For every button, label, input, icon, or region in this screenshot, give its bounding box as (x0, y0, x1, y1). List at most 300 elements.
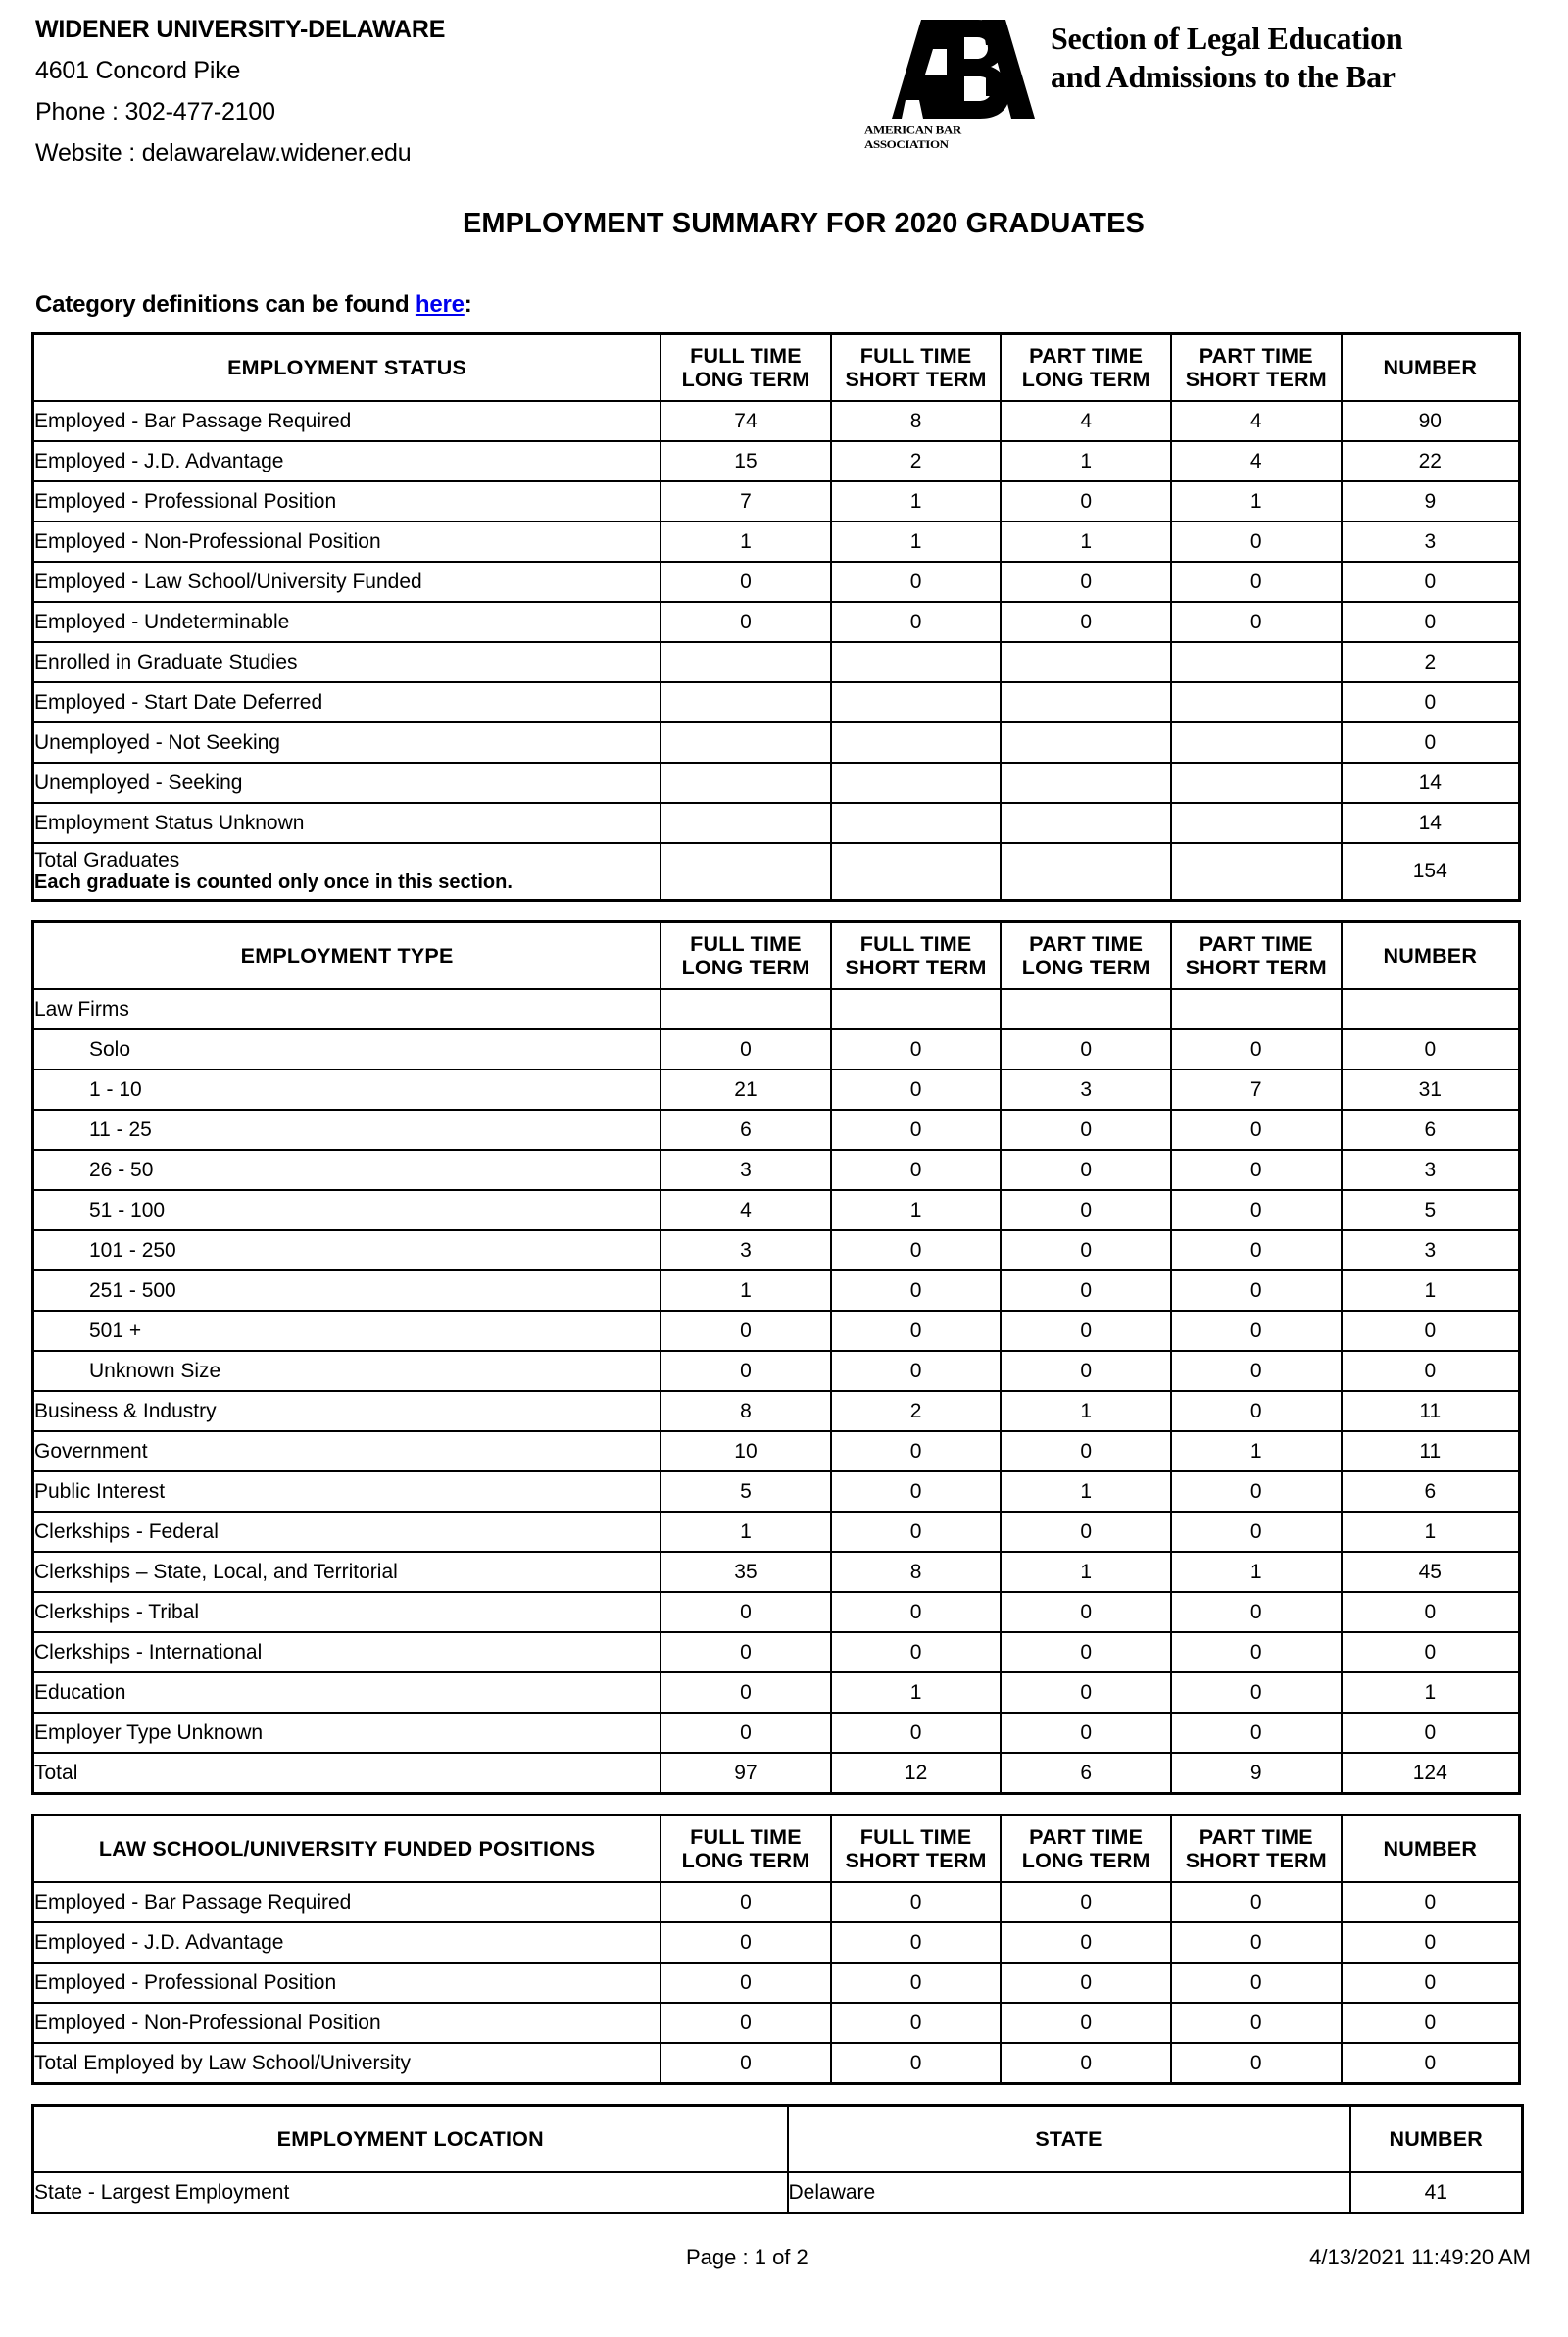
cell-ft-long-term: 0 (661, 1672, 831, 1713)
cell-pt-long-term: 0 (1001, 481, 1171, 522)
cell-pt-long-term (1001, 763, 1171, 803)
cell-ft-short-term (831, 803, 1002, 843)
table-row (33, 1190, 1520, 1230)
cell-ft-long-term: 4 (661, 1190, 831, 1230)
cell-ft-long-term (661, 682, 831, 722)
cell-ft-long-term (661, 989, 831, 1029)
cell-pt-short-term: 0 (1171, 1592, 1342, 1632)
cell-pt-short-term: 0 (1171, 1963, 1342, 2003)
cell-ft-long-term (661, 843, 831, 901)
cell-ft-short-term: 0 (831, 2043, 1002, 2084)
cell-ft-long-term: 6 (661, 1110, 831, 1150)
col-header-ft-long-term (661, 922, 831, 990)
cell-ft-short-term (831, 682, 1002, 722)
cell-pt-long-term (1001, 642, 1171, 682)
cell-ft-long-term: 0 (661, 1882, 831, 1922)
page-title: EMPLOYMENT SUMMARY FOR 2020 GRADUATES (462, 208, 1146, 239)
row-label: State - Largest Employment (33, 2172, 788, 2213)
cell-ft-short-term: 1 (831, 1672, 1002, 1713)
row-label: Public Interest (33, 1471, 662, 1512)
cell-ft-long-term (661, 803, 831, 843)
cell-pt-short-term: 0 (1171, 1471, 1342, 1512)
cell-pt-short-term: 0 (1171, 1632, 1342, 1672)
col-header-pt-long-term (1001, 922, 1171, 990)
row-label: 26 - 50 (33, 1150, 662, 1190)
funded-positions-section (31, 1814, 1521, 2085)
cell-pt-short-term: 0 (1171, 1110, 1342, 1150)
cell-number: 90 (1342, 401, 1520, 441)
page-number: Page : 1 of 2 (686, 2245, 808, 2269)
cell-ft-long-term (661, 642, 831, 682)
col-header-ft-short-term (831, 922, 1002, 990)
aba-acronym-caption: AMERICAN BAR ASSOCIATION (864, 123, 961, 151)
cell-ft-short-term: 0 (831, 602, 1002, 642)
cell-ft-short-term: 8 (831, 1552, 1002, 1592)
cell-number: 6 (1342, 1110, 1520, 1150)
page-header (0, 0, 1568, 204)
cell-ft-long-term: 0 (661, 562, 831, 602)
cell-pt-short-term: 0 (1171, 1270, 1342, 1311)
row-label: 101 - 250 (33, 1230, 662, 1270)
cell-pt-short-term: 0 (1171, 2043, 1342, 2084)
table-row (33, 2003, 1520, 2043)
col-header-number: NUMBER (1350, 2106, 1523, 2173)
cell-pt-short-term: 0 (1171, 1351, 1342, 1391)
cell-pt-long-term: 1 (1001, 1471, 1171, 1512)
cell-pt-long-term: 0 (1001, 1230, 1171, 1270)
table-row (33, 803, 1520, 843)
row-label: Total Employed by Law School/University (33, 2043, 662, 2084)
cell-ft-short-term: 8 (831, 401, 1002, 441)
cell-pt-short-term: 1 (1171, 481, 1342, 522)
cell-ft-short-term: 0 (831, 1029, 1002, 1069)
cell-pt-short-term: 0 (1171, 602, 1342, 642)
cell-pt-long-term: 4 (1001, 401, 1171, 441)
cell-pt-long-term: 0 (1001, 1963, 1171, 2003)
school-info-block (35, 18, 741, 166)
cell-pt-short-term: 1 (1171, 1431, 1342, 1471)
cell-number: 0 (1342, 1882, 1520, 1922)
school-phone: Phone : 302-477-2100 (35, 98, 275, 125)
row-label: Employed - Professional Position (33, 481, 662, 522)
table-row (33, 1552, 1520, 1592)
col-header-line-1: FULL TIME (690, 343, 802, 368)
cell-ft-short-term: 2 (831, 441, 1002, 481)
cell-ft-long-term: 0 (661, 1351, 831, 1391)
cell-number: 2 (1342, 642, 1520, 682)
cell-pt-short-term: 0 (1171, 1922, 1342, 1963)
cell-pt-long-term: 0 (1001, 1110, 1171, 1150)
cell-ft-short-term (831, 989, 1002, 1029)
cell-ft-short-term: 0 (831, 1471, 1002, 1512)
cell-ft-short-term: 0 (831, 1069, 1002, 1110)
cell-ft-short-term: 0 (831, 1110, 1002, 1150)
employment-status-body (33, 401, 1520, 901)
cell-ft-short-term: 0 (831, 1713, 1002, 1753)
cell-pt-short-term (1171, 843, 1342, 901)
table-row (33, 1069, 1520, 1110)
row-label: 51 - 100 (33, 1190, 662, 1230)
col-header-pt-short-term (1171, 922, 1342, 990)
row-label: Unknown Size (33, 1351, 662, 1391)
cell-ft-short-term (831, 642, 1002, 682)
page-footer (0, 2245, 1568, 2294)
col-header-line-2: SHORT TERM (845, 956, 987, 979)
table-row (33, 1471, 1520, 1512)
cell-ft-long-term: 3 (661, 1150, 831, 1190)
cell-pt-short-term (1171, 682, 1342, 722)
table-row (33, 1632, 1520, 1672)
cell-number: 3 (1342, 1150, 1520, 1190)
aba-title-line-2: and Admissions to the Bar (1051, 59, 1396, 95)
cell-number: 3 (1342, 1230, 1520, 1270)
cell-ft-long-term: 1 (661, 1270, 831, 1311)
cell-ft-short-term (831, 843, 1002, 901)
employment-type-body (33, 989, 1520, 1794)
employment-status-table (31, 332, 1521, 902)
row-label: Employed - Bar Passage Required (33, 401, 662, 441)
cell-pt-short-term: 0 (1171, 1311, 1342, 1351)
cell-number: 0 (1342, 1922, 1520, 1963)
cell-pt-short-term: 4 (1171, 441, 1342, 481)
table-row (33, 522, 1520, 562)
row-label: Employed - J.D. Advantage (33, 1922, 662, 1963)
cell-pt-long-term: 0 (1001, 1190, 1171, 1230)
row-label: Employed - Undeterminable (33, 602, 662, 642)
table-header-row (33, 922, 1520, 990)
row-label: Solo (33, 1029, 662, 1069)
cell-ft-short-term: 0 (831, 1311, 1002, 1351)
cell-number: 6 (1342, 1471, 1520, 1512)
cell-pt-long-term: 0 (1001, 1882, 1171, 1922)
cell-ft-long-term: 8 (661, 1391, 831, 1431)
row-label: Clerkships - Federal (33, 1512, 662, 1552)
employment-type-section (31, 920, 1521, 1795)
table-row (33, 1963, 1520, 2003)
row-label: Employer Type Unknown (33, 1713, 662, 1753)
col-header-line-1: PART TIME (1029, 1824, 1144, 1849)
cell-number: 0 (1342, 2043, 1520, 2084)
total-label-line-2: Each graduate is counted only once in this section. (34, 870, 513, 893)
cell-pt-long-term (1001, 803, 1171, 843)
cell-ft-short-term: 0 (831, 1270, 1002, 1311)
row-label: Law Firms (33, 989, 662, 1029)
table-row (33, 1922, 1520, 1963)
col-header-number: NUMBER (1342, 1815, 1520, 1883)
cell-ft-long-term: 3 (661, 1230, 831, 1270)
cell-ft-long-term: 74 (661, 401, 831, 441)
col-header-line-2: SHORT TERM (845, 368, 987, 391)
cell-pt-short-term: 0 (1171, 1713, 1342, 1753)
col-header-line-2: LONG TERM (681, 368, 810, 391)
table-row (33, 1391, 1520, 1431)
cell-ft-long-term: 97 (661, 1753, 831, 1794)
cell-number: 31 (1342, 1069, 1520, 1110)
employment-status-section (31, 332, 1521, 902)
col-header-line-2: LONG TERM (1021, 1849, 1151, 1872)
col-header-ft-short-term (831, 334, 1002, 402)
cell-number: 0 (1342, 562, 1520, 602)
cell-ft-short-term: 0 (831, 1922, 1002, 1963)
col-header-funded-positions: LAW SCHOOL/UNIVERSITY FUNDED POSITIONS (33, 1815, 662, 1883)
cell-number: 5 (1342, 1190, 1520, 1230)
cell-ft-short-term: 0 (831, 562, 1002, 602)
aba-logo-icon (862, 6, 1037, 151)
cell-ft-short-term: 1 (831, 1190, 1002, 1230)
col-header-pt-short-term (1171, 334, 1342, 402)
cell-pt-long-term: 0 (1001, 1029, 1171, 1069)
col-header-line-1: FULL TIME (690, 1824, 802, 1849)
cell-ft-short-term: 2 (831, 1391, 1002, 1431)
col-header-ft-short-term (831, 1815, 1002, 1883)
cell-ft-short-term: 0 (831, 1431, 1002, 1471)
cell-pt-long-term: 0 (1001, 1431, 1171, 1471)
cell-ft-long-term: 0 (661, 1922, 831, 1963)
table-header-row (33, 2106, 1523, 2173)
cell-pt-long-term: 1 (1001, 441, 1171, 481)
cell-number: 124 (1342, 1753, 1520, 1794)
cell-pt-long-term: 1 (1001, 1552, 1171, 1592)
cell-pt-long-term (1001, 989, 1171, 1029)
cell-ft-long-term: 35 (661, 1552, 831, 1592)
cell-pt-short-term: 7 (1171, 1069, 1342, 1110)
table-row (33, 2043, 1520, 2084)
cell-pt-short-term: 0 (1171, 562, 1342, 602)
cell-pt-short-term: 0 (1171, 1029, 1342, 1069)
row-label: Employment Status Unknown (33, 803, 662, 843)
cell-number: 0 (1342, 1592, 1520, 1632)
cell-number: 41 (1350, 2172, 1523, 2213)
category-note-prefix: Category definitions can be found (35, 291, 416, 318)
table-row (33, 1150, 1520, 1190)
employment-location-section (31, 2104, 1521, 2214)
table-row (33, 1110, 1520, 1150)
cell-pt-long-term: 0 (1001, 1150, 1171, 1190)
cell-ft-long-term: 0 (661, 1632, 831, 1672)
cell-ft-short-term: 0 (831, 1230, 1002, 1270)
cell-number: 1 (1342, 1512, 1520, 1552)
col-header-line-1: FULL TIME (859, 1824, 972, 1849)
table-row (33, 1029, 1520, 1069)
cell-pt-long-term: 0 (1001, 1632, 1171, 1672)
cell-pt-short-term: 0 (1171, 1230, 1342, 1270)
aba-logo-block (862, 6, 1403, 151)
cell-pt-short-term: 4 (1171, 401, 1342, 441)
table-row (33, 1882, 1520, 1922)
table-header-row (33, 334, 1520, 402)
cell-ft-short-term: 0 (831, 1963, 1002, 2003)
cell-number: 0 (1342, 1311, 1520, 1351)
cell-pt-long-term (1001, 682, 1171, 722)
table-row (33, 1713, 1520, 1753)
table-row (33, 441, 1520, 481)
cell-number: 0 (1342, 1029, 1520, 1069)
col-header-employment-location: EMPLOYMENT LOCATION (33, 2106, 788, 2173)
cell-ft-long-term: 10 (661, 1431, 831, 1471)
cell-ft-long-term: 7 (661, 481, 831, 522)
col-header-line-1: FULL TIME (859, 343, 972, 368)
cell-ft-long-term: 0 (661, 1713, 831, 1753)
cell-pt-long-term: 0 (1001, 1672, 1171, 1713)
col-header-line-2: LONG TERM (1021, 368, 1151, 391)
cell-number: 0 (1342, 1713, 1520, 1753)
cell-number: 0 (1342, 1632, 1520, 1672)
cell-pt-short-term (1171, 722, 1342, 763)
col-header-line-2: SHORT TERM (845, 1849, 987, 1872)
table-row (33, 1592, 1520, 1632)
cell-pt-long-term: 0 (1001, 2043, 1171, 2084)
cell-pt-long-term: 0 (1001, 2003, 1171, 2043)
school-website: Website : delawarelaw.widener.edu (35, 139, 412, 167)
cell-pt-short-term (1171, 763, 1342, 803)
cell-state: Delaware (788, 2172, 1350, 2213)
school-name: WIDENER UNIVERSITY-DELAWARE (35, 16, 446, 43)
cell-ft-short-term: 0 (831, 2003, 1002, 2043)
table-row (33, 763, 1520, 803)
table-row (33, 1431, 1520, 1471)
col-header-line-1: FULL TIME (859, 931, 972, 956)
cell-pt-long-term: 0 (1001, 1922, 1171, 1963)
cell-number: 1 (1342, 1270, 1520, 1311)
cell-number: 0 (1342, 602, 1520, 642)
cell-ft-long-term: 0 (661, 1311, 831, 1351)
col-header-pt-long-term (1001, 1815, 1171, 1883)
row-label: 1 - 10 (33, 1069, 662, 1110)
table-row (33, 1230, 1520, 1270)
table-row (33, 682, 1520, 722)
col-header-state: STATE (788, 2106, 1350, 2173)
table-row (33, 1311, 1520, 1351)
cell-number: 0 (1342, 2003, 1520, 2043)
cell-ft-short-term: 1 (831, 522, 1002, 562)
cell-pt-long-term: 0 (1001, 1713, 1171, 1753)
cell-number: 3 (1342, 522, 1520, 562)
cell-pt-long-term (1001, 722, 1171, 763)
cell-pt-long-term: 1 (1001, 522, 1171, 562)
table-row (33, 1512, 1520, 1552)
cell-ft-short-term: 0 (831, 1512, 1002, 1552)
cell-ft-long-term: 0 (661, 2043, 831, 2084)
cell-pt-long-term: 0 (1001, 602, 1171, 642)
cell-ft-long-term: 21 (661, 1069, 831, 1110)
col-header-line-1: PART TIME (1199, 931, 1313, 956)
cell-ft-long-term: 1 (661, 1512, 831, 1552)
funded-positions-body (33, 1882, 1520, 2084)
col-header-line-1: PART TIME (1199, 343, 1313, 368)
row-label: 11 - 25 (33, 1110, 662, 1150)
row-label: Total (33, 1753, 662, 1794)
cell-ft-short-term (831, 763, 1002, 803)
table-header-row (33, 1815, 1520, 1883)
table-row (33, 1351, 1520, 1391)
category-definitions-link[interactable]: here (415, 291, 465, 318)
col-header-line-2: LONG TERM (681, 1849, 810, 1872)
col-header-number: NUMBER (1342, 922, 1520, 990)
cell-ft-short-term: 12 (831, 1753, 1002, 1794)
cell-number: 14 (1342, 763, 1520, 803)
row-label: Education (33, 1672, 662, 1713)
cell-ft-short-term: 0 (831, 1150, 1002, 1190)
table-row (33, 989, 1520, 1029)
col-header-pt-long-term (1001, 334, 1171, 402)
cell-ft-long-term: 0 (661, 1029, 831, 1069)
row-label: Employed - Non-Professional Position (33, 2003, 662, 2043)
row-label: Unemployed - Seeking (33, 763, 662, 803)
col-header-line-1: PART TIME (1029, 343, 1144, 368)
cell-number: 45 (1342, 1552, 1520, 1592)
row-label: Employed - Start Date Deferred (33, 682, 662, 722)
cell-pt-short-term: 1 (1171, 1552, 1342, 1592)
cell-number: 22 (1342, 441, 1520, 481)
cell-pt-short-term: 9 (1171, 1753, 1342, 1794)
row-label: Government (33, 1431, 662, 1471)
row-label: Clerkships – State, Local, and Territorial (33, 1552, 662, 1592)
col-header-line-2: SHORT TERM (1185, 1849, 1327, 1872)
table-row (33, 1270, 1520, 1311)
table-row (33, 722, 1520, 763)
cell-ft-short-term (831, 722, 1002, 763)
employment-location-body (33, 2172, 1523, 2213)
col-header-number: NUMBER (1342, 334, 1520, 402)
row-label: Clerkships - International (33, 1632, 662, 1672)
row-label: Clerkships - Tribal (33, 1592, 662, 1632)
cell-ft-short-term: 0 (831, 1632, 1002, 1672)
cell-number: 0 (1342, 1963, 1520, 2003)
cell-pt-long-term: 6 (1001, 1753, 1171, 1794)
cell-pt-long-term: 0 (1001, 1351, 1171, 1391)
cell-pt-short-term: 0 (1171, 1150, 1342, 1190)
table-row (33, 2172, 1523, 2213)
cell-pt-short-term (1171, 803, 1342, 843)
col-header-ft-long-term (661, 334, 831, 402)
cell-ft-short-term: 0 (831, 1592, 1002, 1632)
table-row (33, 562, 1520, 602)
col-header-employment-status: EMPLOYMENT STATUS (33, 334, 662, 402)
cell-ft-short-term: 0 (831, 1351, 1002, 1391)
cell-pt-short-term: 0 (1171, 1512, 1342, 1552)
cell-ft-short-term: 0 (831, 1882, 1002, 1922)
cell-ft-long-term: 0 (661, 1963, 831, 2003)
cell-number: 1 (1342, 1672, 1520, 1713)
funded-positions-table (31, 1814, 1521, 2085)
row-label: Employed - Professional Position (33, 1963, 662, 2003)
category-definitions-note (35, 291, 1568, 319)
cell-number: 0 (1342, 1351, 1520, 1391)
cell-pt-short-term: 0 (1171, 1190, 1342, 1230)
col-header-line-1: FULL TIME (690, 931, 802, 956)
cell-pt-long-term: 0 (1001, 562, 1171, 602)
cell-number: 11 (1342, 1431, 1520, 1471)
aba-title-line-1: Section of Legal Education (1051, 21, 1403, 56)
aba-section-title (1051, 6, 1402, 96)
row-label: Employed - Bar Passage Required (33, 1882, 662, 1922)
total-label-line-1: Total Graduates (34, 848, 180, 871)
cell-ft-long-term: 5 (661, 1471, 831, 1512)
cell-pt-long-term: 0 (1001, 1270, 1171, 1311)
col-header-line-2: LONG TERM (1021, 956, 1151, 979)
cell-pt-short-term: 0 (1171, 1882, 1342, 1922)
cell-pt-short-term (1171, 642, 1342, 682)
cell-ft-long-term: 15 (661, 441, 831, 481)
table-row (33, 602, 1520, 642)
cell-pt-long-term (1001, 843, 1171, 901)
cell-ft-long-term: 0 (661, 602, 831, 642)
cell-pt-long-term: 0 (1001, 1512, 1171, 1552)
employment-location-table (31, 2104, 1524, 2214)
cell-ft-long-term: 1 (661, 522, 831, 562)
table-row (33, 1753, 1520, 1794)
cell-pt-short-term: 0 (1171, 522, 1342, 562)
